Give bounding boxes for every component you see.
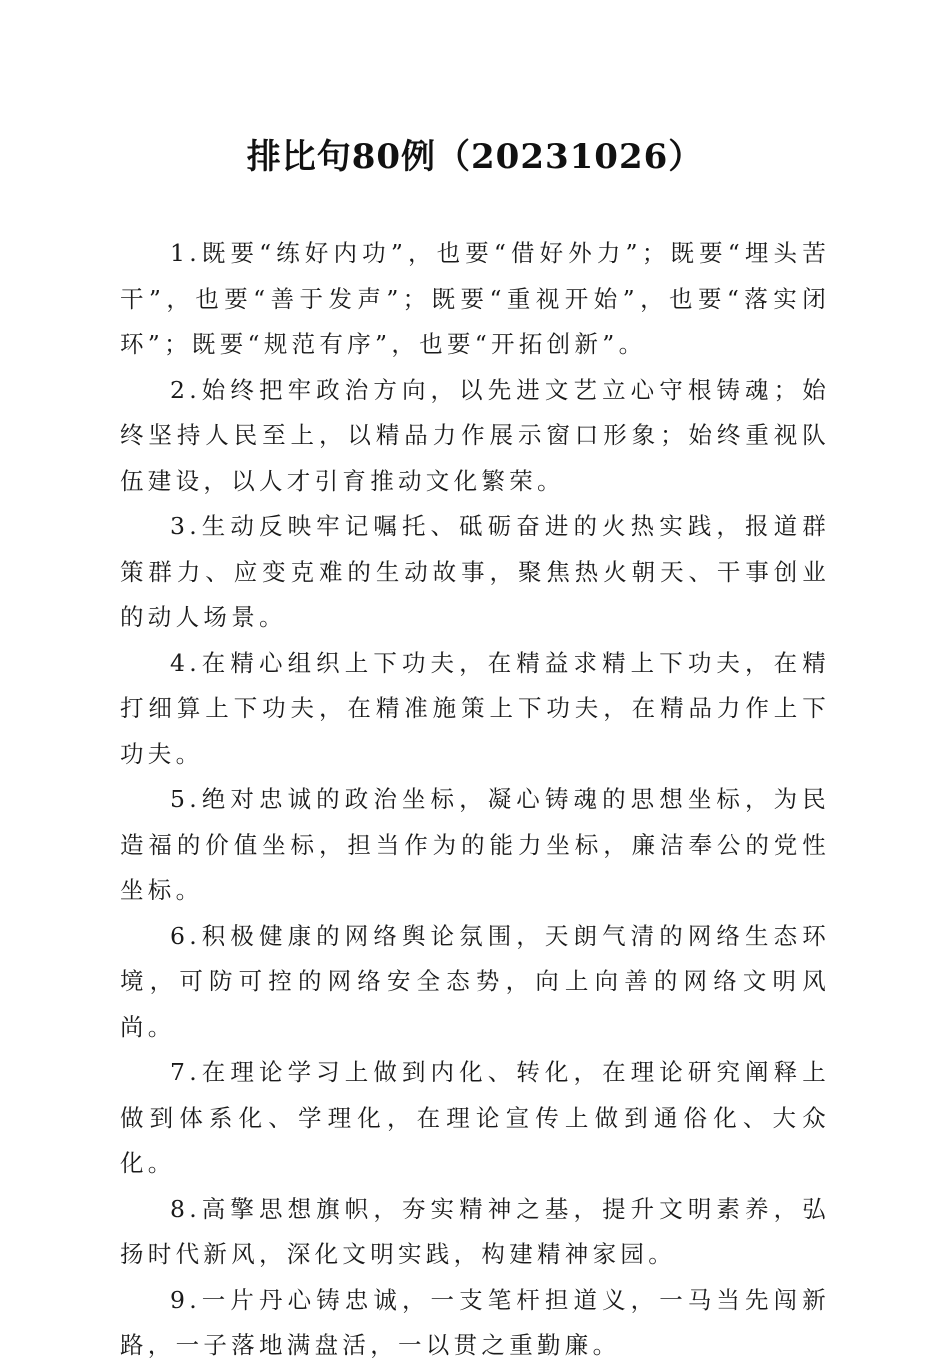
document-body xyxy=(120,231,830,1369)
paragraph-9: 9.一片丹心铸忠诚，一支笔杆担道义，一马当先闯新路，一子落地满盘活，一以贯之重勤廉。 xyxy=(120,1285,830,1359)
paragraph-4: 4.在精心组织上下功夫，在精益求精上下功夫，在精打细算上下功夫，在精准施策上下功夫，在精品力作上下功夫。 xyxy=(120,648,830,768)
paragraph-6: 6.积极健康的网络舆论氛围，天朗气清的网络生态环境，可防可控的网络安全态势，向上向善的网络文明风尚。 xyxy=(120,921,830,1041)
paragraph-7: 7.在理论学习上做到内化、转化，在理论研究阐释上做到体系化、学理化，在理论宣传上做到通俗化、大众化。 xyxy=(120,1058,830,1177)
paragraph-5: 5.绝对忠诚的政治坐标，凝心铸魂的思想坐标，为民造福的价值坐标，担当作为的能力坐标，廉洁奉公的党性坐标。 xyxy=(120,785,830,904)
paragraph-8: 8.高擎思想旗帜，夯实精神之基，提升文明素养，弘扬时代新风，深化文明实践，构建精神家园。 xyxy=(120,1194,830,1268)
paragraph-1: 1.既要“练好内功”，也要“借好外力”；既要“埋头苦干”，也要“善于发声”；既要“重视开始”，也要“落实闭环”；既要“规范有序”，也要“开拓创新”。 xyxy=(120,239,830,358)
document-title: 排比句80例（20231026） xyxy=(246,137,704,177)
paragraph-3: 3.生动反映牢记嘱托、砥砺奋进的火热实践，报道群策群力、应变克难的生动故事，聚焦热火朝天、干事创业的动人场景。 xyxy=(120,512,830,631)
paragraph-2: 2.始终把牢政治方向，以先进文艺立心守根铸魂；始终坚持人民至上，以精品力作展示窗口形象；始终重视队伍建设，以人才引育推动文化繁荣。 xyxy=(120,375,830,495)
